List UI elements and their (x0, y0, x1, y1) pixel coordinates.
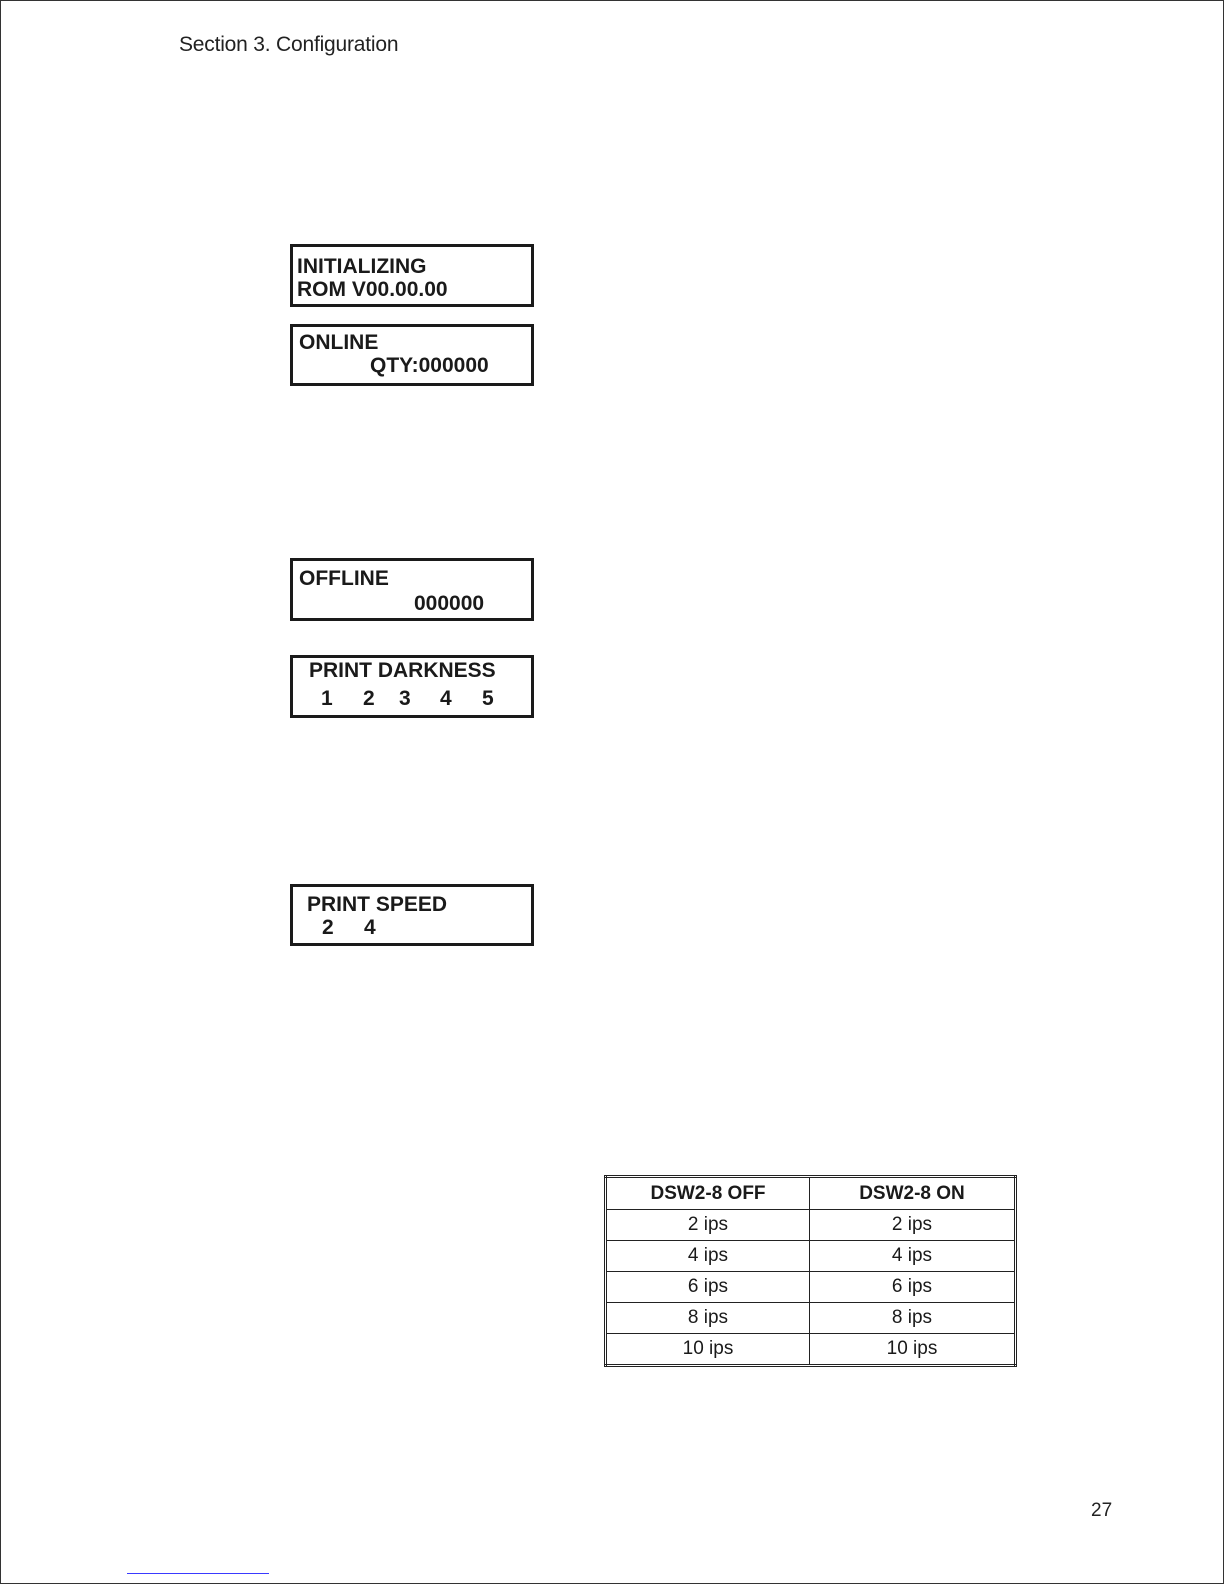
table-row (606, 1210, 1016, 1241)
column-header: DSW2-8 ON (810, 1177, 1016, 1210)
lcd-line-2: ROM V00.00.00 (297, 278, 448, 301)
lcd-title: PRINT DARKNESS (309, 659, 496, 682)
lcd-line-1: INITIALIZING (297, 255, 427, 278)
lcd-line-2: 000000 (414, 592, 485, 615)
table-header-row (606, 1177, 1016, 1210)
table-cell: 6 ips (606, 1272, 810, 1303)
lcd-line-2: QTY:000000 (370, 354, 489, 377)
darkness-level: 1 (321, 687, 333, 710)
footer-link-underline[interactable] (127, 1573, 269, 1574)
lcd-line-1: ONLINE (299, 331, 379, 354)
print-speed-table (604, 1175, 1017, 1367)
table-cell: 2 ips (606, 1210, 810, 1241)
table-row (606, 1303, 1016, 1334)
section-header: Section 3. Configuration (179, 33, 399, 56)
table-cell: 4 ips (810, 1241, 1016, 1272)
column-header: DSW2-8 OFF (606, 1177, 810, 1210)
darkness-level: 3 (399, 687, 411, 710)
darkness-level: 5 (482, 687, 494, 710)
table-cell: 4 ips (606, 1241, 810, 1272)
lcd-print-darkness-display (290, 655, 534, 718)
lcd-online-display (290, 324, 534, 386)
table-row (606, 1334, 1016, 1366)
table-cell: 10 ips (606, 1334, 810, 1366)
speed-level: 2 (322, 916, 334, 939)
lcd-title: PRINT SPEED (307, 893, 448, 916)
table-cell: 8 ips (606, 1303, 810, 1334)
lcd-offline-display (290, 558, 534, 621)
darkness-level: 4 (440, 687, 452, 710)
table-cell: 8 ips (810, 1303, 1016, 1334)
darkness-level: 2 (363, 687, 375, 710)
lcd-print-speed-display (290, 884, 534, 946)
table-row (606, 1272, 1016, 1303)
lcd-initializing-display (290, 244, 534, 307)
lcd-line-1: OFFLINE (299, 567, 389, 590)
table-row (606, 1241, 1016, 1272)
table-cell: 2 ips (810, 1210, 1016, 1241)
speed-level: 4 (364, 916, 376, 939)
page-number: 27 (1091, 1500, 1113, 1521)
table-cell: 10 ips (810, 1334, 1016, 1366)
table-cell: 6 ips (810, 1272, 1016, 1303)
